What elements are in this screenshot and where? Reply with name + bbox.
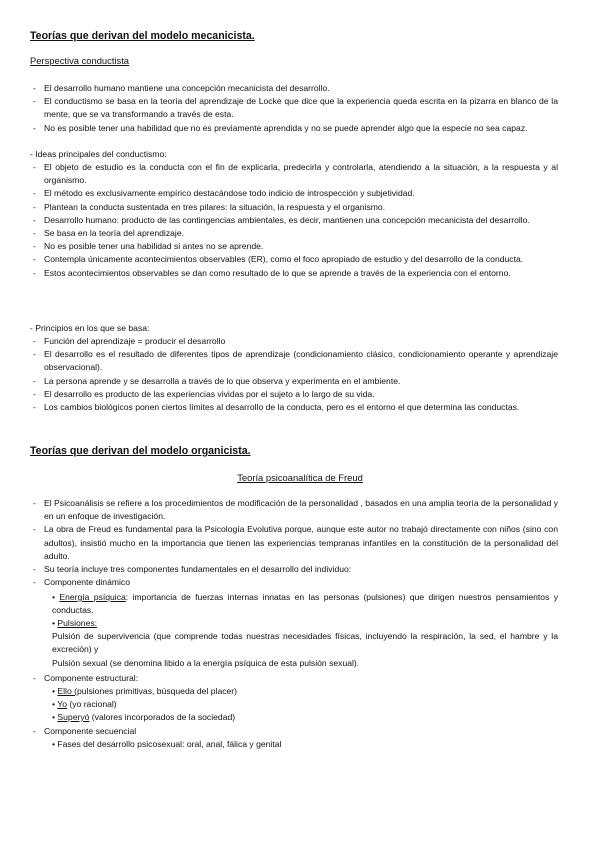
list-psicoanalisis [30, 497, 558, 589]
componente-secuencial: - Componente secuencial [33, 726, 137, 736]
list-item: - El conductismo se basa en la teoría del aprendizaje de Locke que dice que la experiencia queda escrita en la pizarra en blanco de la mente, que se va transformando a través de esta. [33, 96, 558, 120]
pulsion-supervivencia: Pulsión de supervivencia (que comprende todas nuestras necesidades físicas, incluyendo la respiración, la sed, el hambre y la excreción) y [52, 631, 558, 655]
pulsion-sexual: Pulsión sexual (se denomina libido a la energía psíquica de esta pulsión sexual). [52, 658, 360, 668]
list-item: - El desarrollo humano mantiene una concepción mecanicista del desarrollo. [33, 83, 330, 93]
componente-estructural: - Componente estructural: [33, 673, 139, 683]
superyo-item: • Superyó (valores incorporados de la sociedad) [52, 712, 236, 722]
energia-label: Energía psíquica [59, 592, 126, 602]
list-item: - El desarrollo es el resultado de diferentes tipos de aprendizaje (condicionamiento clásico, condicionamiento operante y aprendizaje observacional). [33, 349, 558, 373]
list-item: - La persona aprende y se desarrolla a través de lo que observa y experimenta en el ambiente. [33, 375, 401, 386]
list-item: - Componente dinámico [33, 577, 130, 588]
list-item: - El Psicoanálisis se refiere a los procedimientos de modificación de la personalidad , basados en una amplia teoría de la personalidad y en un enfoque de investigación. [33, 498, 558, 522]
list-item: - La obra de Freud es fundamental para la Psicología Evolutiva porque, aunque este autor no trabajó directamente con niños (sino con adultos), insistió mucho en la importancia que tienen las experiencias tempranas infantiles en la constitución de la personalidad del adulto. [33, 524, 558, 561]
list-item: - Desarrollo humano: producto de las contingencias ambientales, es decir, mantienen una concepción mecanicista del desarrollo. [33, 214, 530, 225]
ideas-heading: - Ideas principales del conductismo: [30, 149, 167, 159]
list-item: - Su teoría incluye tres componentes fundamentales en el desarrollo del individuo: [33, 564, 352, 575]
list-item: - Plantean la conducta sustentada en tres pilares: la situación, la respuesta y el organismo. [33, 201, 386, 212]
principles-heading: - Principios en los que se basa: [30, 323, 150, 333]
fases-item: • Fases del desarrollo psicosexual: oral, anal, fálica y genital [52, 739, 282, 749]
list-ideas [30, 161, 558, 280]
list-item: - Función del aprendizaje = producir el desarrollo [33, 336, 226, 346]
list-item: - Estos acontecimientos observables se dan como resultado de lo que se aprende a través de la experiencia con el entorno. [33, 267, 511, 278]
list-item: - No es posible tener una habilidad que no es previamente aprendida y no se puede aprender algo que la especie no sea capaz. [33, 122, 528, 133]
list-item: - El objeto de estudio es la conducta con el fin de explicarla, predecirla y controlarla, atendiendo a la situación, a la respuesta y al organismo. [33, 162, 558, 186]
yo-item: • Yo (yo racional) [52, 699, 117, 709]
energia-psiquica-item: • Energía psíquica: importancia de fuerzas internas innatas en las personas (pulsiones) que dirigen nuestros pensamientos y conductas. [52, 592, 558, 616]
list-principles [30, 335, 558, 414]
section-title-organicista: Teorías que derivan del modelo organicista. [30, 445, 251, 457]
ello-item: • Ello (pulsiones primitivas, búsqueda del placer) [52, 686, 238, 696]
list-item: - Los cambios biológicos ponen ciertos límites al desarrollo de la conducta, pero es el entorno el que determina las conductas. [33, 402, 520, 413]
subtitle-freud: Teoría psicoanalítica de Freud [237, 472, 363, 483]
list-item: - El desarrollo es producto de las experiencias vividas por el sujeto a lo largo de su vida. [33, 388, 375, 399]
pulsiones-item: • Pulsiones: [52, 618, 98, 628]
list-conductismo [30, 82, 558, 135]
section-title-mecanicista: Teorías que derivan del modelo mecanicista. [30, 30, 255, 42]
list-item: - Contempla únicamente acontecimientos observables (ER), como el foco apropiado de estudio y del desarrollo de la conducta. [33, 254, 524, 265]
list-item: - El método es exclusivamente empírico destacándose todo indicio de introspección y subjetividad. [33, 188, 415, 199]
subtitle-conductista: Perspectiva conductista [30, 55, 130, 66]
list-item: - Se basa en la teoría del aprendizaje. [33, 228, 184, 239]
list-item: - No es posible tener una habilidad si antes no se aprende. [33, 241, 264, 252]
